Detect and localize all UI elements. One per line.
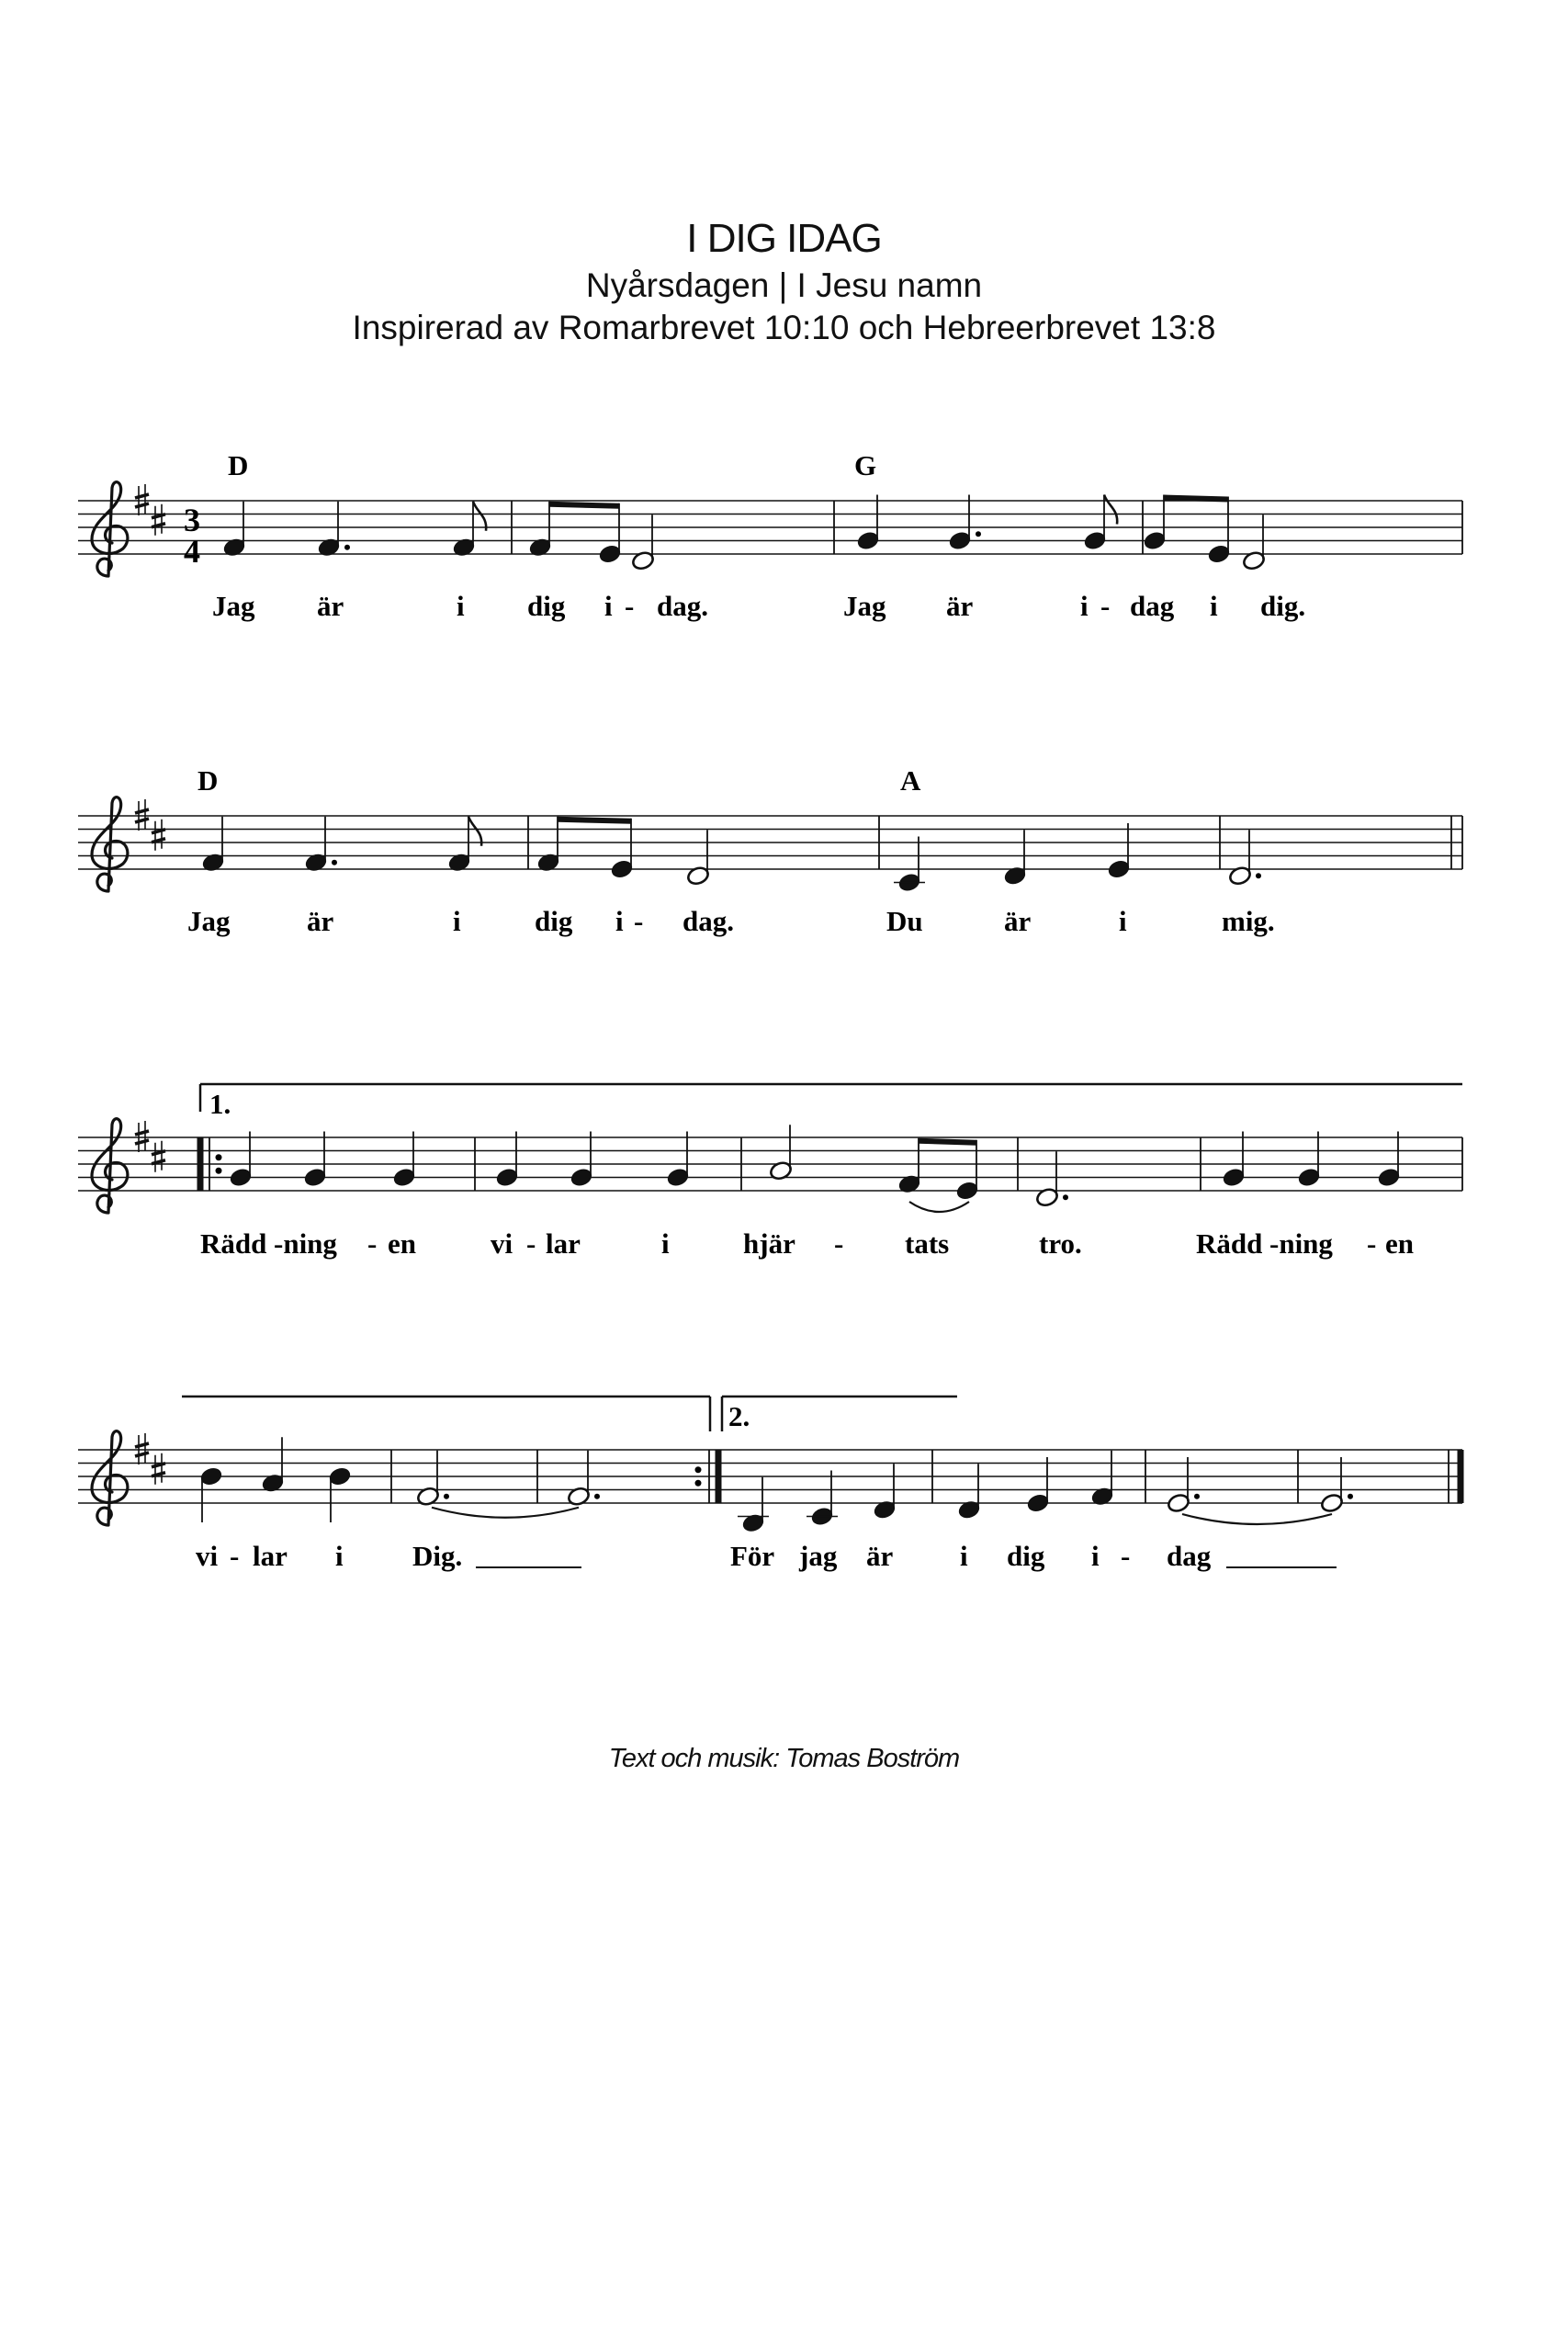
lyric-hyphen: - <box>526 1227 536 1260</box>
chord-symbol: A <box>900 764 921 797</box>
tie <box>432 1508 579 1518</box>
scripture-reference: Inspirerad av Romarbrevet 10:10 och Hebreerbrevet 13:8 <box>352 309 1216 346</box>
lyric-syllable: dag. <box>657 590 708 622</box>
lyric-hyphen: - <box>1100 590 1111 622</box>
chord-symbol: D <box>197 764 219 797</box>
sharp-stroke <box>135 1443 149 1447</box>
eighth-flag <box>1104 495 1117 525</box>
sharp-stroke <box>135 1131 149 1135</box>
lyric-syllable: i <box>1119 905 1127 937</box>
treble-clef-icon <box>92 1119 128 1213</box>
time-signature-bottom: 4 <box>184 533 200 570</box>
lyric-syllable: i <box>457 590 465 622</box>
lyric-syllable: tats <box>905 1227 950 1260</box>
lyric-syllable: i <box>615 905 624 937</box>
sharp-stroke <box>135 819 149 822</box>
lyric-syllable: Jag <box>843 590 886 622</box>
lyric-syllable: hjär <box>743 1227 795 1260</box>
sharp-icon <box>152 1453 165 1485</box>
lyrics-line-1 <box>212 590 1305 622</box>
lyric-syllable: dig. <box>1260 590 1306 622</box>
lyric-hyphen: - <box>634 905 644 937</box>
repeat-dot <box>695 1480 702 1487</box>
lyric-syllable: lar <box>546 1227 581 1260</box>
sharp-icon <box>152 820 165 851</box>
lyric-syllable: i <box>1080 590 1089 622</box>
lyric-syllable: dag. <box>682 905 734 937</box>
lyric-syllable: i <box>960 1540 968 1572</box>
song-title: I DIG IDAG <box>686 216 882 261</box>
lyric-syllable: dag <box>1130 590 1175 622</box>
sharp-icon <box>135 799 149 831</box>
sharp-stroke <box>152 1160 165 1164</box>
augmentation-dot <box>444 1494 449 1499</box>
repeat-dot <box>216 1154 222 1160</box>
lyric-syllable: är <box>866 1540 894 1572</box>
sharp-stroke <box>152 1151 165 1155</box>
augmentation-dot <box>332 860 337 865</box>
lyric-syllable: Jag <box>187 905 231 937</box>
volta-label-2: 2. <box>728 1400 750 1432</box>
treble-clef-icon <box>92 482 128 576</box>
tie <box>909 1202 969 1212</box>
tie <box>1182 1514 1332 1524</box>
lyric-syllable: jag <box>799 1540 838 1572</box>
augmentation-dot <box>1348 1494 1353 1499</box>
lyric-syllable: Dig. <box>412 1540 463 1572</box>
lyric-syllable: dag <box>1167 1540 1212 1572</box>
lyric-syllable: Rädd <box>200 1227 267 1260</box>
staves <box>78 482 1462 1525</box>
volta-label-1: 1. <box>209 1088 231 1120</box>
lyrics-line-3 <box>200 1227 1414 1260</box>
lyric-syllable: För <box>730 1540 775 1572</box>
lyric-hyphen: - <box>1367 1227 1377 1260</box>
lyric-syllable: i <box>1210 590 1218 622</box>
lyric-syllable: är <box>317 590 344 622</box>
lyric-syllable: tro. <box>1039 1227 1082 1260</box>
repeat-dot <box>216 1168 222 1174</box>
beam <box>549 502 619 509</box>
chord-symbol: D <box>228 449 249 481</box>
lyric-syllable: i <box>661 1227 670 1260</box>
sharp-stroke <box>135 1140 149 1144</box>
beam <box>558 817 631 824</box>
lyrics-line-4 <box>196 1540 1337 1572</box>
lyric-syllable: Jag <box>212 590 255 622</box>
repeat-dot <box>695 1466 702 1473</box>
augmentation-dot <box>976 531 981 537</box>
notes <box>199 495 1401 1534</box>
lyric-syllable: är <box>307 905 334 937</box>
lyric-hyphen: - <box>230 1540 240 1572</box>
lyric-syllable: lar <box>253 1540 288 1572</box>
lyric-syllable: i <box>453 905 461 937</box>
augmentation-dot <box>1063 1194 1068 1200</box>
sharp-stroke <box>152 839 165 842</box>
sharp-stroke <box>152 524 165 527</box>
augmentation-dot <box>344 545 350 550</box>
augmentation-dot <box>1194 1494 1200 1499</box>
lyric-syllable: dig <box>535 905 573 937</box>
song-subtitle: Nyårsdagen | I Jesu namn <box>585 266 983 304</box>
volta-bracket-2 <box>722 1396 957 1432</box>
sharp-stroke <box>135 1453 149 1456</box>
beam <box>919 1138 976 1146</box>
lyrics-line-2 <box>187 905 1275 937</box>
eighth-flag <box>473 502 486 531</box>
lyric-syllable: -ning <box>1269 1227 1333 1260</box>
lyric-syllable: vi <box>491 1227 513 1260</box>
time-signature-top: 3 <box>184 502 200 538</box>
sharp-icon <box>152 1141 165 1172</box>
sharp-stroke <box>152 1473 165 1476</box>
sharp-icon <box>135 1121 149 1152</box>
treble-clef-icon <box>92 797 128 891</box>
sharp-stroke <box>135 809 149 813</box>
lyric-hyphen: - <box>367 1227 378 1260</box>
eighth-flag <box>468 817 481 846</box>
lyric-syllable: en <box>388 1227 416 1260</box>
lyric-syllable: Du <box>886 905 923 937</box>
volta-bracket-1-continued <box>182 1396 710 1431</box>
treble-clef-icon <box>92 1431 128 1525</box>
lyric-syllable: i <box>1091 1540 1100 1572</box>
lyric-syllable: är <box>946 590 974 622</box>
sharp-icon <box>152 504 165 536</box>
chord-symbol: G <box>854 449 877 481</box>
lyric-syllable: -ning <box>274 1227 337 1260</box>
lyric-hyphen: - <box>1121 1540 1131 1572</box>
volta-bracket-1 <box>200 1084 1462 1120</box>
lyric-syllable: vi <box>196 1540 219 1572</box>
lyric-syllable: dig <box>527 590 566 622</box>
sharp-stroke <box>135 503 149 507</box>
sharp-stroke <box>135 494 149 498</box>
lyric-syllable: mig. <box>1222 905 1275 937</box>
sharp-stroke <box>152 1464 165 1467</box>
augmentation-dot <box>1256 873 1261 878</box>
sharp-stroke <box>152 514 165 518</box>
lyric-syllable: dig <box>1007 1540 1045 1572</box>
lyric-hyphen: - <box>625 590 635 622</box>
lyric-syllable: är <box>1004 905 1032 937</box>
sharp-stroke <box>152 830 165 833</box>
lyric-syllable: Rädd <box>1196 1227 1263 1260</box>
lyric-syllable: i <box>604 590 613 622</box>
augmentation-dot <box>594 1494 600 1499</box>
credit-line: Text och musik: Tomas Boström <box>608 1744 960 1773</box>
lyric-syllable: i <box>335 1540 344 1572</box>
lyric-syllable: en <box>1385 1227 1414 1260</box>
lyric-hyphen: - <box>834 1227 844 1260</box>
sharp-icon <box>135 1433 149 1464</box>
sharp-icon <box>135 484 149 515</box>
